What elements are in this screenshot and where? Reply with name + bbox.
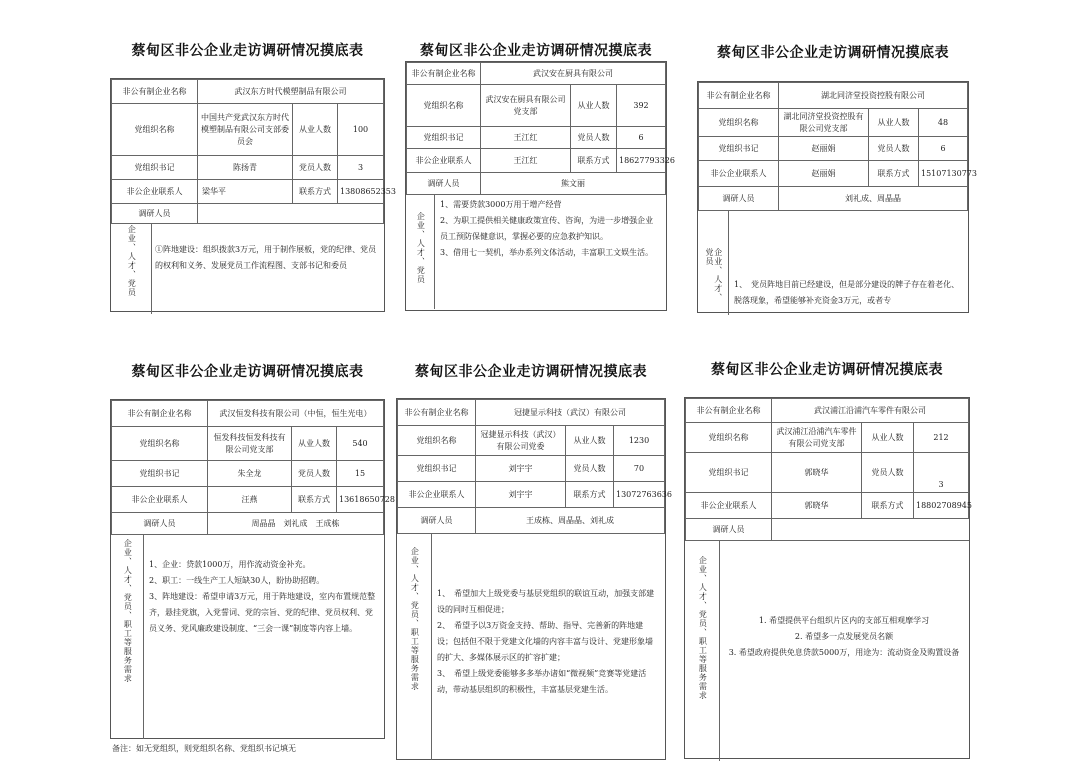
secretary-label: 党组织书记 bbox=[112, 461, 208, 487]
researcher-value bbox=[772, 519, 969, 541]
secretary-label: 党组织书记 bbox=[686, 453, 772, 493]
phone-value: 13072763636 bbox=[614, 482, 665, 508]
phone-value: 15107130773 bbox=[919, 161, 968, 187]
phone-label: 联系方式 bbox=[862, 493, 914, 519]
members-label: 党员人数 bbox=[292, 461, 337, 487]
contact-value: 汪燕 bbox=[208, 487, 292, 513]
company-label: 非公有制企业名称 bbox=[112, 401, 208, 427]
form-table bbox=[396, 398, 672, 760]
company-label: 非公有制企业名称 bbox=[112, 80, 198, 104]
secretary-label: 党组织书记 bbox=[699, 137, 779, 161]
needs-section bbox=[406, 195, 666, 309]
survey-form-1 bbox=[110, 36, 396, 326]
phone-value: 18627793326 bbox=[617, 149, 666, 173]
researcher-label: 调研人员 bbox=[699, 187, 779, 211]
survey-form-2 bbox=[405, 36, 675, 316]
form-title: 蔡甸区非公企业走访调研情况摸底表 bbox=[717, 45, 949, 61]
needs-item: 2、职工：一线生产工人短缺30人，盼协助招聘。 bbox=[149, 576, 325, 585]
party-org-name: 湖北同济堂投资控股有限公司党支部 bbox=[779, 109, 869, 137]
company-label: 非公有制企业名称 bbox=[699, 83, 779, 109]
party-org-label: 党组织名称 bbox=[699, 109, 779, 137]
form-title: 蔡甸区非公企业走访调研情况摸底表 bbox=[415, 364, 647, 380]
secretary-value: 王江红 bbox=[481, 127, 571, 149]
needs-item: 3、 希望上级党委能够多多举办诸如“微视频”竞赛等党建活动，带动基层组织的积极性，丰富基层党建生活。 bbox=[437, 669, 647, 694]
contact-label: 非公企业联系人 bbox=[699, 161, 779, 187]
secretary-value: 朱全龙 bbox=[208, 461, 292, 487]
company-name: 武汉浦江沿浦汽车零件有限公司 bbox=[772, 399, 969, 423]
members-value: 3 bbox=[338, 156, 384, 180]
phone-label: 联系方式 bbox=[292, 487, 337, 513]
secretary-label: 党组织书记 bbox=[398, 456, 476, 482]
contact-label: 非公企业联系人 bbox=[112, 487, 208, 513]
employees-value: 1230 bbox=[614, 426, 665, 456]
secretary-value: 郭晓华 bbox=[772, 453, 862, 493]
needs-label: 企业、人才、党员 bbox=[698, 211, 729, 315]
phone-label: 联系方式 bbox=[869, 161, 919, 187]
needs-section bbox=[397, 534, 665, 760]
needs-section bbox=[698, 211, 968, 315]
needs-content bbox=[734, 277, 964, 315]
company-name: 武汉安在厨具有限公司 bbox=[481, 63, 666, 85]
contact-value: 王江红 bbox=[481, 149, 571, 173]
researcher-label: 调研人员 bbox=[407, 173, 481, 195]
needs-item: 2、 希望予以3万资金支持、帮助、指导、完善新的阵地建设；包括但不限于党建文化墙的内容丰富与设计、党建形象墙的扩大、多媒体展示区的扩容扩建； bbox=[437, 621, 653, 662]
phone-value: 13618650728 bbox=[337, 487, 384, 513]
needs-label: 企业、人才、党员 bbox=[406, 195, 435, 309]
party-org-name: 恒发科技恒发科技有限公司党支部 bbox=[208, 427, 292, 461]
form-table bbox=[110, 399, 395, 739]
members-label: 党员人数 bbox=[293, 156, 338, 180]
needs-content bbox=[155, 242, 380, 314]
researcher-label: 调研人员 bbox=[112, 204, 198, 224]
needs-content bbox=[437, 586, 659, 760]
contact-label: 非公企业联系人 bbox=[407, 149, 481, 173]
contact-value: 刘宇宇 bbox=[476, 482, 566, 508]
members-value: 70 bbox=[614, 456, 665, 482]
employees-label: 从业人数 bbox=[862, 423, 914, 453]
members-label: 党员人数 bbox=[571, 127, 617, 149]
company-name: 武汉恒发科技有限公司（中恒，恒生光电） bbox=[208, 401, 384, 427]
needs-item: 1、 党员阵地目前已经建设，但是部分建设的牌子存在着老化、脱落现象，希望能够补充资金3万元，或者专 bbox=[734, 280, 960, 305]
needs-item: 3. 希望政府提供免息贷款5000万，用途为：流动资金及购置设备 bbox=[728, 648, 960, 657]
contact-value: 郭晓华 bbox=[772, 493, 862, 519]
form-title: 蔡甸区非公企业走访调研情况摸底表 bbox=[711, 362, 943, 378]
needs-section bbox=[111, 224, 384, 314]
needs-item: ①阵地建设：组织拨款3万元，用于制作展板，党的纪律、党员的权利和义务、发展党员工作流程图、支部书记和委员 bbox=[155, 245, 377, 270]
phone-label: 联系方式 bbox=[566, 482, 614, 508]
needs-item: 2. 希望多一点发展党员名额 bbox=[794, 632, 894, 641]
party-org-name: 中国共产党武汉东方时代模塑制品有限公司支部委员会 bbox=[198, 104, 293, 156]
company-name: 武汉东方时代模塑制品有限公司 bbox=[198, 80, 384, 104]
party-org-label: 党组织名称 bbox=[398, 426, 476, 456]
needs-item: 1、需要贷款3000万用于增产经营 bbox=[440, 200, 562, 209]
company-label: 非公有制企业名称 bbox=[686, 399, 772, 423]
party-org-name: 冠捷显示科技（武汉）有限公司党委 bbox=[476, 426, 566, 456]
company-name: 冠捷显示科技（武汉）有限公司 bbox=[476, 400, 665, 426]
contact-label: 非公企业联系人 bbox=[112, 180, 198, 204]
contact-label: 非公企业联系人 bbox=[686, 493, 772, 519]
form-table bbox=[110, 78, 396, 312]
needs-content bbox=[440, 197, 660, 309]
contact-value: 梁华平 bbox=[198, 180, 293, 204]
company-label: 非公有制企业名称 bbox=[398, 400, 476, 426]
members-label: 党员人数 bbox=[869, 137, 919, 161]
researcher-value: 周晶晶 刘礼成 王成栋 bbox=[208, 513, 384, 535]
researcher-value: 刘礼成、周晶晶 bbox=[779, 187, 968, 211]
members-value: 3 bbox=[914, 453, 969, 493]
employees-label: 从业人数 bbox=[571, 85, 617, 127]
secretary-value: 刘宇宇 bbox=[476, 456, 566, 482]
contact-label: 非公企业联系人 bbox=[398, 482, 476, 508]
researcher-value: 王成栋、周晶晶、刘礼成 bbox=[476, 508, 665, 534]
researcher-label: 调研人员 bbox=[686, 519, 772, 541]
party-org-label: 党组织名称 bbox=[407, 85, 481, 127]
employees-label: 从业人数 bbox=[293, 104, 338, 156]
employees-label: 从业人数 bbox=[869, 109, 919, 137]
phone-value: 13808652353 bbox=[338, 180, 384, 204]
company-label: 非公有制企业名称 bbox=[407, 63, 481, 85]
members-value: 6 bbox=[919, 137, 968, 161]
needs-label: 企业、人才、党员 bbox=[111, 224, 152, 314]
company-name: 湖北同济堂投资控股有限公司 bbox=[779, 83, 968, 109]
members-value: 6 bbox=[617, 127, 666, 149]
phone-value: 18802708945 bbox=[914, 493, 969, 519]
employees-value: 48 bbox=[919, 109, 968, 137]
party-org-label: 党组织名称 bbox=[112, 427, 208, 461]
party-org-label: 党组织名称 bbox=[686, 423, 772, 453]
form-title: 蔡甸区非公企业走访调研情况摸底表 bbox=[131, 43, 364, 59]
form-table bbox=[697, 81, 977, 313]
needs-label: 企业、人才、党员、职工等服务需求 bbox=[397, 534, 432, 760]
needs-content bbox=[725, 613, 963, 761]
members-value: 15 bbox=[337, 461, 384, 487]
needs-item: 1、 希望加大上级党委与基层党组织的联谊互动，加强支部建设的同时互相促进； bbox=[437, 589, 655, 614]
researcher-label: 调研人员 bbox=[398, 508, 476, 534]
employees-value: 212 bbox=[914, 423, 969, 453]
survey-form-4 bbox=[110, 355, 395, 760]
survey-form-3 bbox=[697, 36, 977, 316]
survey-form-5 bbox=[396, 355, 672, 760]
form-table bbox=[405, 61, 675, 311]
secretary-value: 陈扬青 bbox=[198, 156, 293, 180]
needs-item: 2、为职工提供相关健康政策宣传、咨询，为进一步增强企业员工预防保健意识，掌握必要的应急救护知识。 bbox=[440, 216, 654, 241]
employees-label: 从业人数 bbox=[566, 426, 614, 456]
needs-item: 1、企业：贷款1000万，用作流动资金补充。 bbox=[149, 560, 311, 569]
needs-section bbox=[111, 535, 384, 739]
employees-value: 392 bbox=[617, 85, 666, 127]
footnote: 备注：如无党组织，则党组织名称、党组织书记填无 bbox=[112, 744, 296, 753]
needs-item: 3、借用七一契机，举办系列文体活动，丰富职工文娱生活。 bbox=[440, 248, 654, 257]
employees-value: 100 bbox=[338, 104, 384, 156]
form-title: 蔡甸区非公企业走访调研情况摸底表 bbox=[420, 43, 652, 59]
researcher-label: 调研人员 bbox=[112, 513, 208, 535]
phone-label: 联系方式 bbox=[571, 149, 617, 173]
form-table bbox=[684, 397, 970, 759]
party-org-name: 武汉安在厨具有限公司党支部 bbox=[481, 85, 571, 127]
needs-item: 1. 希望提供平台组织片区内的支部互相观摩学习 bbox=[758, 616, 930, 625]
survey-form-6 bbox=[684, 355, 970, 760]
phone-label: 联系方式 bbox=[293, 180, 338, 204]
secretary-label: 党组织书记 bbox=[407, 127, 481, 149]
needs-item: 3、阵地建设：希望申请3万元，用于阵地建设，室内布置规范整齐，悬挂党旗，入党誓词、党的宗旨、党的纪律、党员权利、党员义务、党风廉政建设制度、“三会一课”制度等内容上墙。 bbox=[149, 592, 376, 633]
members-label: 党员人数 bbox=[566, 456, 614, 482]
secretary-value: 赵丽娟 bbox=[779, 137, 869, 161]
researcher-value bbox=[198, 204, 384, 224]
employees-value: 540 bbox=[337, 427, 384, 461]
members-label: 党员人数 bbox=[862, 453, 914, 493]
party-org-name: 武汉浦江沿浦汽车零件有限公司党支部 bbox=[772, 423, 862, 453]
needs-label: 企业、人才、党员、职工等服务需求 bbox=[111, 535, 144, 739]
form-title: 蔡甸区非公企业走访调研情况摸底表 bbox=[131, 364, 364, 380]
party-org-label: 党组织名称 bbox=[112, 104, 198, 156]
needs-content bbox=[149, 557, 378, 739]
needs-label: 企业、人才、党员、职工等服务需求 bbox=[685, 541, 720, 761]
employees-label: 从业人数 bbox=[292, 427, 337, 461]
needs-section bbox=[685, 541, 969, 761]
researcher-value: 熊文丽 bbox=[481, 173, 666, 195]
contact-value: 赵丽娟 bbox=[779, 161, 869, 187]
secretary-label: 党组织书记 bbox=[112, 156, 198, 180]
